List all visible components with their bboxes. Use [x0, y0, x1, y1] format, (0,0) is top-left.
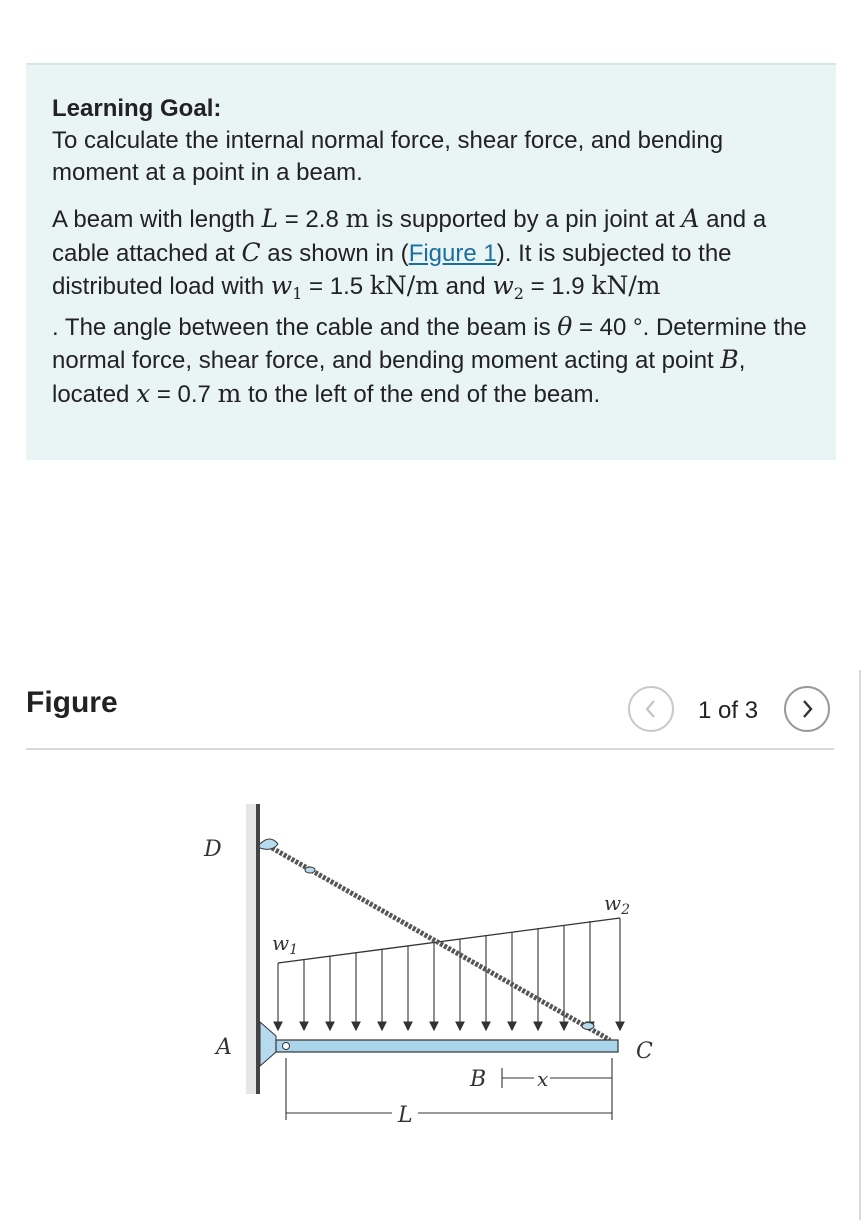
scrollbar-track	[859, 670, 861, 1220]
beam	[276, 1040, 618, 1052]
wall-hatch	[246, 804, 256, 1094]
cable	[272, 848, 610, 1040]
label-B: B	[470, 1067, 487, 1092]
label-x: x	[537, 1067, 549, 1091]
symbol-A: A	[681, 204, 700, 233]
load-top-line	[278, 918, 620, 963]
symbol-B: B	[720, 345, 739, 374]
pin-A	[283, 1043, 290, 1050]
chevron-left-icon	[643, 698, 659, 720]
figure-1-link[interactable]: Figure 1	[408, 239, 497, 267]
turnbuckle	[305, 867, 315, 873]
symbol-C: C	[241, 237, 261, 267]
label-D: D	[204, 837, 222, 862]
problem-statement: A beam with length L = 2.8 m is supported by a pin joint at A and a cable attached at C as shown in (Figure 1). It is subjected to the distributed load with $w_1 = 1.5$ kN/m and $w_2 = 1.9$ kN/m . The angle between the cable and the beam is θ = 40 °. Determine the normal force, shear force, and bending moment acting at point B, located x = 0.7 m to the left of the end of the beam.	[52, 204, 807, 408]
figure-counter: 1 of 3	[698, 697, 759, 724]
learning-goal-panel	[26, 63, 836, 460]
previous-figure-button[interactable]	[628, 686, 674, 732]
figure-header	[26, 672, 834, 750]
figure-title: Figure	[26, 686, 118, 719]
symbol-L: L	[261, 204, 279, 233]
label-A: A	[216, 1035, 232, 1060]
symbol-theta: θ	[557, 311, 573, 341]
next-figure-button[interactable]	[784, 686, 830, 732]
load-arrows	[274, 918, 624, 1030]
cable-clip-C	[582, 1023, 594, 1030]
learning-goal-title: Learning Goal:	[52, 95, 222, 122]
learning-goal-text: To calculate the internal normal force, shear force, and bending moment at a point in a beam.	[52, 127, 724, 186]
label-w1: $w_1$	[272, 931, 299, 958]
dimension-lines	[286, 1058, 612, 1120]
chevron-right-icon	[799, 698, 815, 720]
label-w2: $w_2$	[604, 891, 631, 918]
beam-diagram	[180, 790, 700, 1140]
wall	[256, 804, 260, 1094]
symbol-x: x	[136, 378, 151, 408]
label-L: L	[398, 1103, 413, 1128]
pin-bracket-A	[260, 1022, 276, 1066]
label-C: C	[636, 1039, 653, 1064]
